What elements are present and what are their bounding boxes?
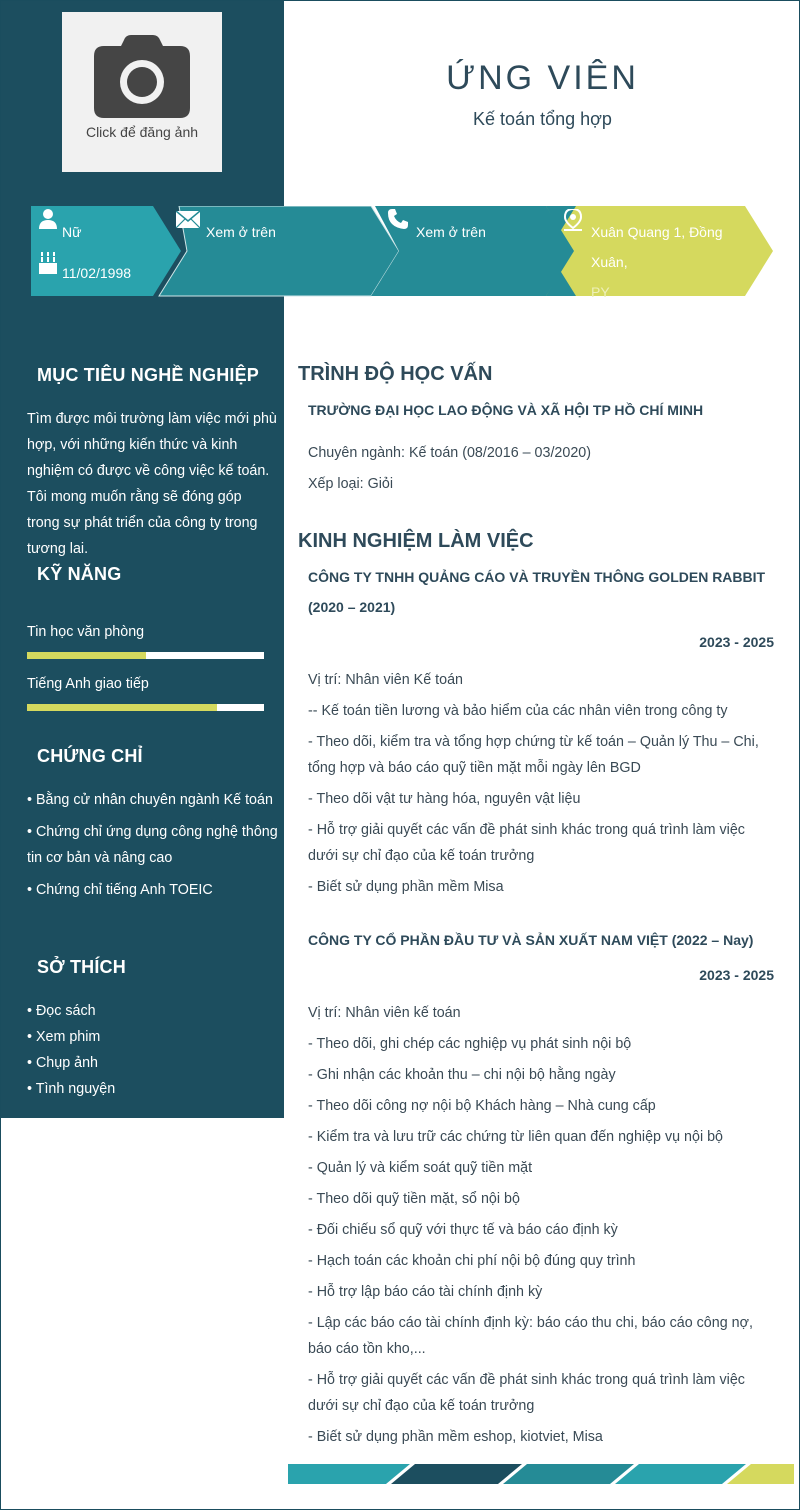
certificate-item: • Chứng chỉ tiếng Anh TOEIC — [27, 882, 213, 898]
job-duty-item: -- Kế toán tiền lương và bảo hiểm của các nhân viên trong công ty — [308, 703, 728, 719]
skill-bar-fill — [27, 652, 146, 659]
skills-title: KỸ NĂNG — [37, 564, 122, 584]
education-title: TRÌNH ĐỘ HỌC VẤN — [298, 363, 493, 385]
location-pin-icon — [564, 209, 582, 231]
phone-icon — [388, 209, 408, 229]
job-duty-item: - Kiểm tra và lưu trữ các chứng từ liên quan đến nghiệp vụ nội bộ — [308, 1129, 723, 1145]
objective-title: MỤC TIÊU NGHỀ NGHIỆP — [37, 365, 260, 385]
address-line-3: PY — [591, 284, 610, 300]
address-line-2: Xuân, — [591, 254, 628, 270]
experience-title: KINH NGHIỆM LÀM VIỆC — [298, 530, 534, 552]
candidate-role: Kế toán tổng hợp — [473, 109, 612, 129]
hobby-item: • Tình nguyện — [27, 1081, 116, 1097]
job-company: CÔNG TY CỔ PHẦN ĐẦU TƯ VÀ SẢN XUẤT NAM VIỆT (2022 – Nay) — [308, 932, 754, 948]
certificates-list — [27, 787, 279, 903]
job-duty-item: - Biết sử dụng phần mềm eshop, kiotviet, Misa — [308, 1429, 603, 1445]
camera-icon — [94, 34, 190, 118]
skill-bar — [27, 652, 264, 659]
hobbies-title: SỞ THÍCH — [37, 957, 126, 977]
job-duty-item: - Theo dõi công nợ nội bộ Khách hàng – Nhà cung cấp — [308, 1098, 656, 1114]
photo-upload[interactable] — [62, 12, 222, 172]
objective-text: Tìm được môi trường làm việc mới phù hợp, với những kiến thức và kinh nghiệm có được về công việc kế toán. Tôi mong muốn rằng sẽ đóng góp trong sự phát triển của công ty trong tương lai. — [27, 411, 277, 557]
certificate-item: • Chứng chỉ ứng dụng công nghệ thông tin cơ bản và nâng cao — [27, 824, 278, 866]
contact-banner — [31, 206, 776, 298]
hobby-item: • Chụp ảnh — [27, 1055, 98, 1071]
education-major: Chuyên ngành: Kế toán (08/2016 – 03/2020) — [308, 445, 591, 461]
job-duties — [308, 1000, 778, 1455]
hobby-item: • Xem phim — [27, 1029, 101, 1045]
job-duty-item: - Theo dõi vật tư hàng hóa, nguyên vật liệu — [308, 791, 581, 807]
job-duty-item: - Biết sử dụng phần mềm Misa — [308, 879, 504, 895]
hobbies-list — [27, 998, 279, 1102]
skill-bar-fill — [27, 704, 217, 711]
job-duty-item: - Đối chiếu sổ quỹ với thực tế và báo cáo định kỳ — [308, 1222, 618, 1238]
job-duty-item: - Theo dõi, kiểm tra và tổng hợp chứng từ kế toán – Quản lý Thu – Chi, tổng hợp và báo cáo quỹ tiền mặt mỗi ngày lên BGD — [308, 734, 759, 776]
job-period: 2023 - 2025 — [699, 967, 774, 983]
user-icon — [39, 209, 57, 229]
job-duty-item: - Lập các báo cáo tài chính định kỳ: báo cáo thu chi, báo cáo công nợ, báo cáo tồn kho,... — [308, 1315, 753, 1357]
skill-bar — [27, 704, 264, 711]
email-text: Xem ở trên — [206, 224, 276, 240]
job-duty-item: - Hỗ trợ giải quyết các vấn đề phát sinh khác trong quá trình làm việc dưới sự chỉ đạo của kế toán trưởng — [308, 822, 745, 864]
job-duty-item: - Quản lý và kiểm soát quỹ tiền mặt — [308, 1160, 533, 1176]
birthday-cake-icon — [39, 252, 57, 274]
school-name: TRƯỜNG ĐẠI HỌC LAO ĐỘNG VÀ XÃ HỘI TP HỒ CHÍ MINH — [308, 402, 704, 418]
job-duty-item: Vị trí: Nhân viên kế toán — [308, 1005, 461, 1021]
hobby-item: • Đọc sách — [27, 1003, 96, 1019]
gender-text: Nữ — [62, 224, 82, 240]
job-duty-item: Vị trí: Nhân viên Kế toán — [308, 672, 463, 688]
footer-stripes — [288, 1464, 794, 1484]
certificate-item: • Bằng cử nhân chuyên ngành Kế toán — [27, 792, 273, 808]
skill-label: Tiếng Anh giao tiếp — [27, 676, 149, 692]
job-duty-item: - Hỗ trợ giải quyết các vấn đề phát sinh khác trong quá trình làm việc dưới sự chỉ đạo của kế toán trưởng — [308, 1372, 745, 1414]
job-duty-item: - Theo dõi quỹ tiền mặt, sổ nội bộ — [308, 1191, 520, 1207]
job-duty-item: - Ghi nhận các khoản thu – chi nội bộ hằng ngày — [308, 1067, 616, 1083]
photo-caption: Click để đăng ảnh — [85, 124, 199, 140]
phone-text: Xem ở trên — [416, 224, 486, 240]
job-company: CÔNG TY TNHH QUẢNG CÁO VÀ TRUYỀN THÔNG GOLDEN RABBIT (2020 – 2021) — [308, 569, 766, 615]
birthday-text: 11/02/1998 — [62, 265, 132, 281]
job-duty-item: - Hỗ trợ lập báo cáo tài chính định kỳ — [308, 1284, 543, 1300]
candidate-name: ỨNG VIÊN — [446, 59, 639, 97]
envelope-icon — [176, 211, 200, 228]
job-period: 2023 - 2025 — [699, 634, 774, 650]
education-grade: Xếp loại: Giỏi — [308, 476, 394, 492]
skill-label: Tin học văn phòng — [27, 624, 145, 640]
job-duty-item: - Theo dõi, ghi chép các nghiệp vụ phát sinh nội bộ — [308, 1036, 632, 1052]
job-duties — [308, 667, 778, 905]
address-line-1: Xuân Quang 1, Đồng — [591, 224, 723, 240]
job-duty-item: - Hạch toán các khoản chi phí nội bộ đúng quy trình — [308, 1253, 636, 1269]
certificates-title: CHỨNG CHỈ — [37, 746, 143, 766]
